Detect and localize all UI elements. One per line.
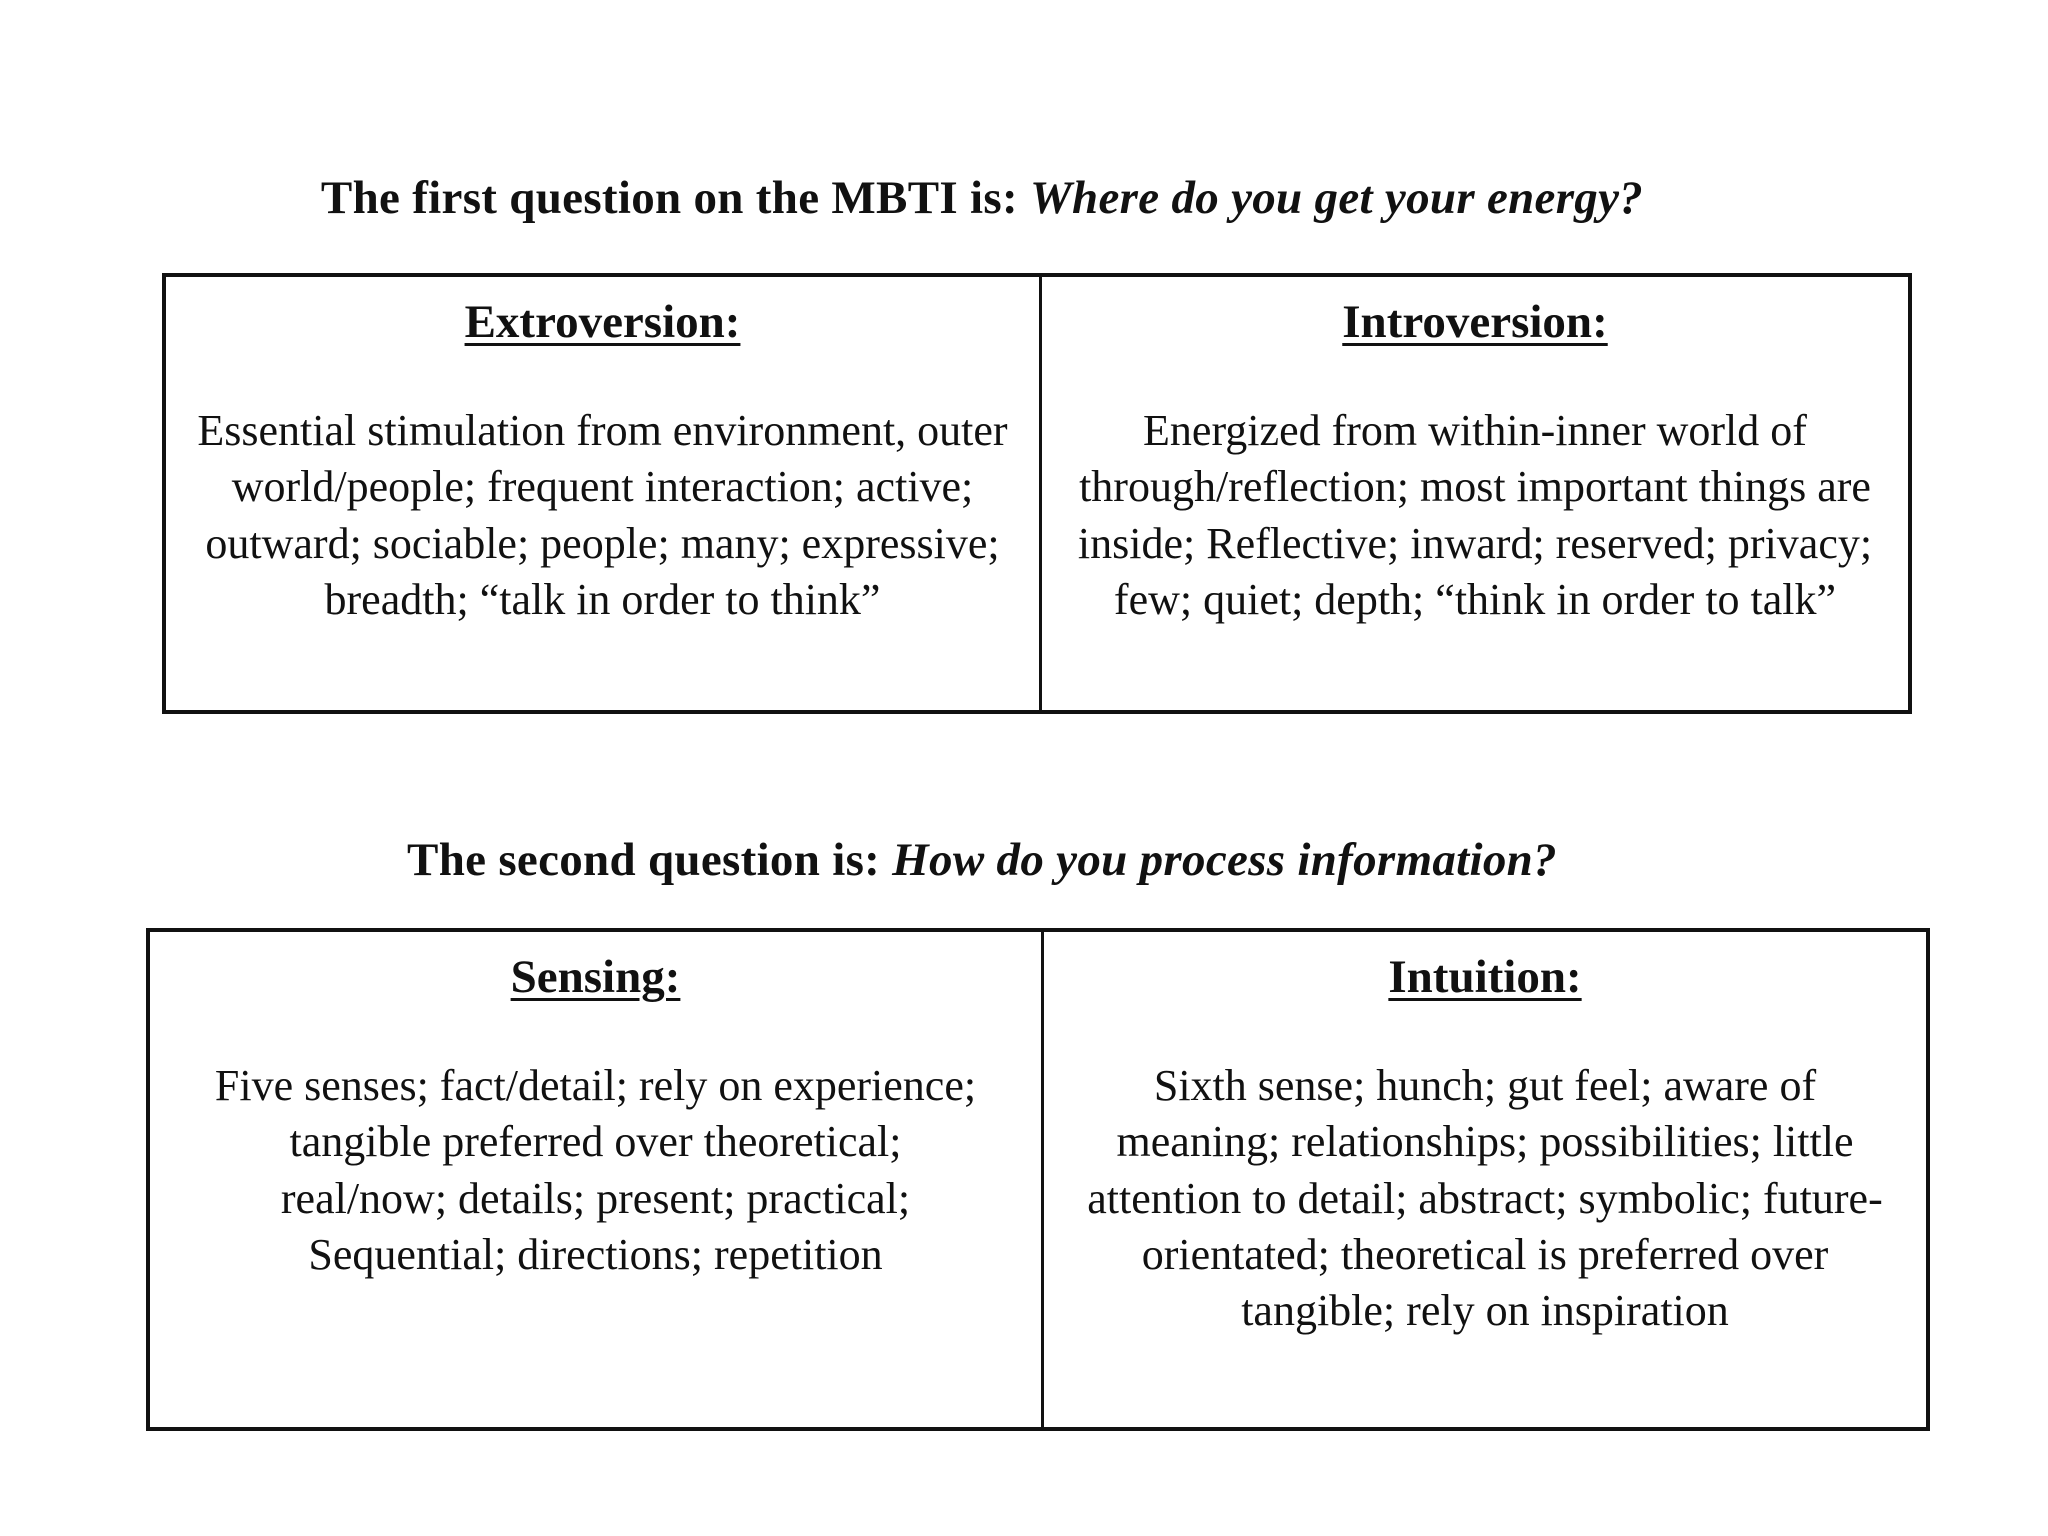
extroversion-heading: Extroversion:	[464, 296, 741, 348]
introversion-description: Energized from within-inner world of through/reflection; most important things are inside; Reflective; inward; reserved; privacy; few; quiet; depth; “think in order to talk”	[1077, 406, 1873, 624]
second-question-heading	[0, 834, 2006, 886]
extroversion-cell	[166, 277, 1042, 710]
extroversion-description: Essential stimulation from environment, outer world/people; frequent interaction; active; outward; sociable; people; many; expressive; breadth; “talk in order to think”	[197, 406, 1008, 624]
introversion-cell	[1042, 277, 1908, 710]
first-question-heading	[0, 172, 2006, 224]
first-question-text: Where do you get your energy?	[1029, 172, 1644, 224]
second-question-text: How do you process information?	[892, 834, 1557, 886]
information-table	[146, 928, 1930, 1431]
intuition-cell	[1044, 932, 1926, 1427]
intuition-description: Sixth sense; hunch; gut feel; aware of meaning; relationships; possibilities; little attention to detail; abstract; symbolic; future-orientated; theoretical is preferred over tangible; rely on inspiration	[1087, 1061, 1883, 1336]
sensing-description: Five senses; fact/detail; rely on experience; tangible preferred over theoretical; real/now; details; present; practical; Sequential; directions; repetition	[214, 1061, 977, 1279]
sensing-cell	[150, 932, 1044, 1427]
introversion-heading: Introversion:	[1342, 296, 1608, 348]
second-question-lead: The second question is:	[407, 834, 893, 886]
energy-table	[162, 273, 1912, 714]
intuition-heading: Intuition:	[1388, 951, 1582, 1003]
sensing-heading: Sensing:	[510, 951, 681, 1003]
first-question-lead: The first question on the MBTI is:	[320, 172, 1030, 224]
